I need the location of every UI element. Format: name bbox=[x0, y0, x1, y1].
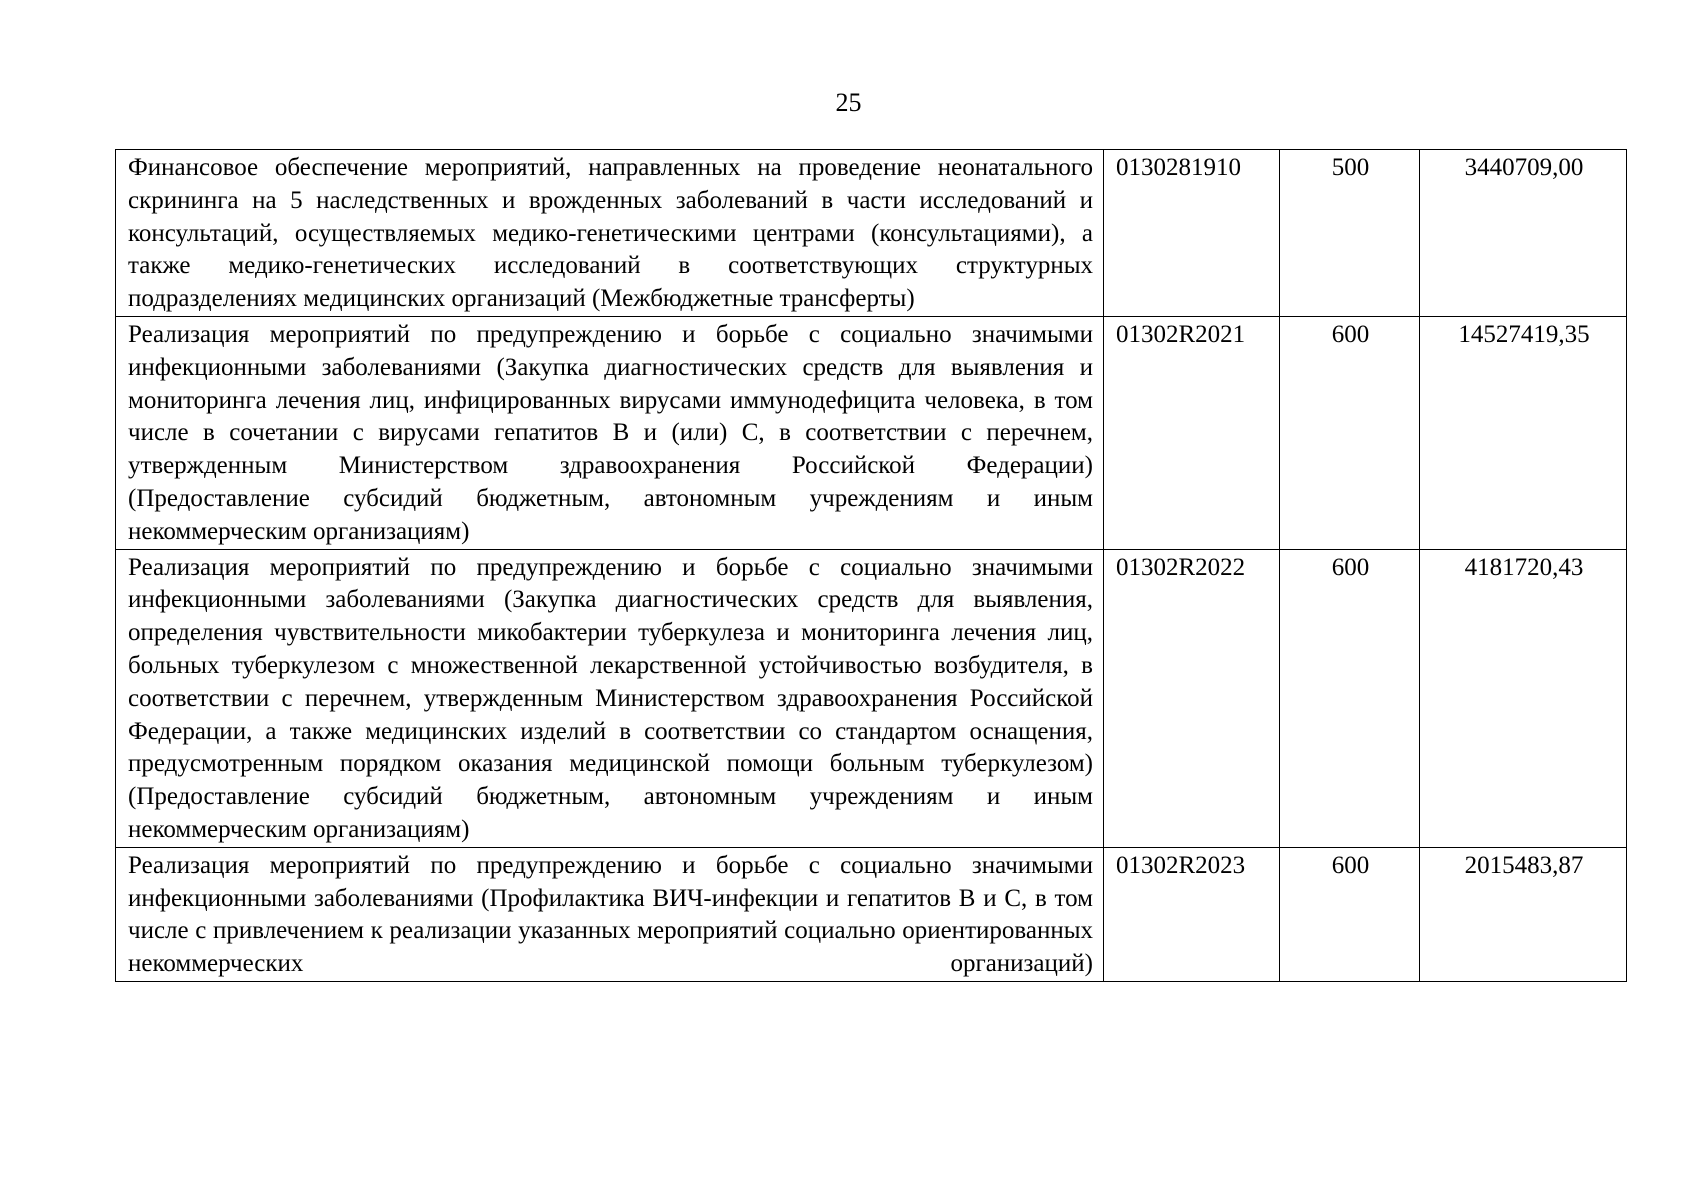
row-amount: 14527419,35 bbox=[1420, 316, 1627, 549]
table-row bbox=[116, 847, 1627, 981]
table-row bbox=[116, 316, 1627, 549]
row-expense-type: 600 bbox=[1280, 847, 1420, 981]
row-amount: 3440709,00 bbox=[1420, 150, 1627, 317]
row-description: Реализация мероприятий по предупреждению и борьбе с социально значимыми инфекционными заболеваниями (Профилактика ВИЧ-инфекции и гепатитов В и С, в том числе с привлечением к реализации указанных мероприятий социально ориентированных некоммерческих организаций) bbox=[116, 847, 1104, 981]
row-description: Финансовое обеспечение мероприятий, направленных на проведение неонатального скрининга на 5 наследственных и врожденных заболеваний в части исследований и консультаций, осуществляемых медико-генетическими центрами (консультациями), а также медико-генетических исследований в соответствующих структурных подразделениях медицинских организаций (Межбюджетные трансферты) bbox=[116, 150, 1104, 317]
row-expense-type: 500 bbox=[1280, 150, 1420, 317]
row-code: 01302R2021 bbox=[1104, 316, 1280, 549]
row-description: Реализация мероприятий по предупреждению и борьбе с социально значимыми инфекционными заболеваниями (Закупка диагностических средств для выявления и мониторинга лечения лиц, инфицированных вирусами иммунодефицита человека, в том числе в сочетании с вирусами гепатитов В и (или) С, в соответствии с перечнем, утвержденным Министерством здравоохранения Российской Федерации) (Предоставление субсидий бюджетным, автономным учреждениям и иным некоммерческим организациям) bbox=[116, 316, 1104, 549]
row-amount: 2015483,87 bbox=[1420, 847, 1627, 981]
row-amount: 4181720,43 bbox=[1420, 549, 1627, 847]
table-row bbox=[116, 549, 1627, 847]
table-row bbox=[116, 150, 1627, 317]
budget-table bbox=[115, 149, 1627, 982]
row-description: Реализация мероприятий по предупреждению и борьбе с социально значимыми инфекционными заболеваниями (Закупка диагностических средств для выявления, определения чувствительности микобактерии туберкулеза и мониторинга лечения лиц, больных туберкулезом с множественной лекарственной устойчивостью возбудителя, в соответствии с перечнем, утвержденным Министерством здравоохранения Российской Федерации, а также медицинских изделий в соответствии со стандартом оснащения, предусмотренным порядком оказания медицинской помощи больным туберкулезом) (Предоставление субсидий бюджетным, автономным учреждениям и иным некоммерческим организациям) bbox=[116, 549, 1104, 847]
row-expense-type: 600 bbox=[1280, 549, 1420, 847]
row-expense-type: 600 bbox=[1280, 316, 1420, 549]
row-code: 0130281910 bbox=[1104, 150, 1280, 317]
page-number: 25 bbox=[835, 88, 862, 117]
row-code: 01302R2023 bbox=[1104, 847, 1280, 981]
row-code: 01302R2022 bbox=[1104, 549, 1280, 847]
